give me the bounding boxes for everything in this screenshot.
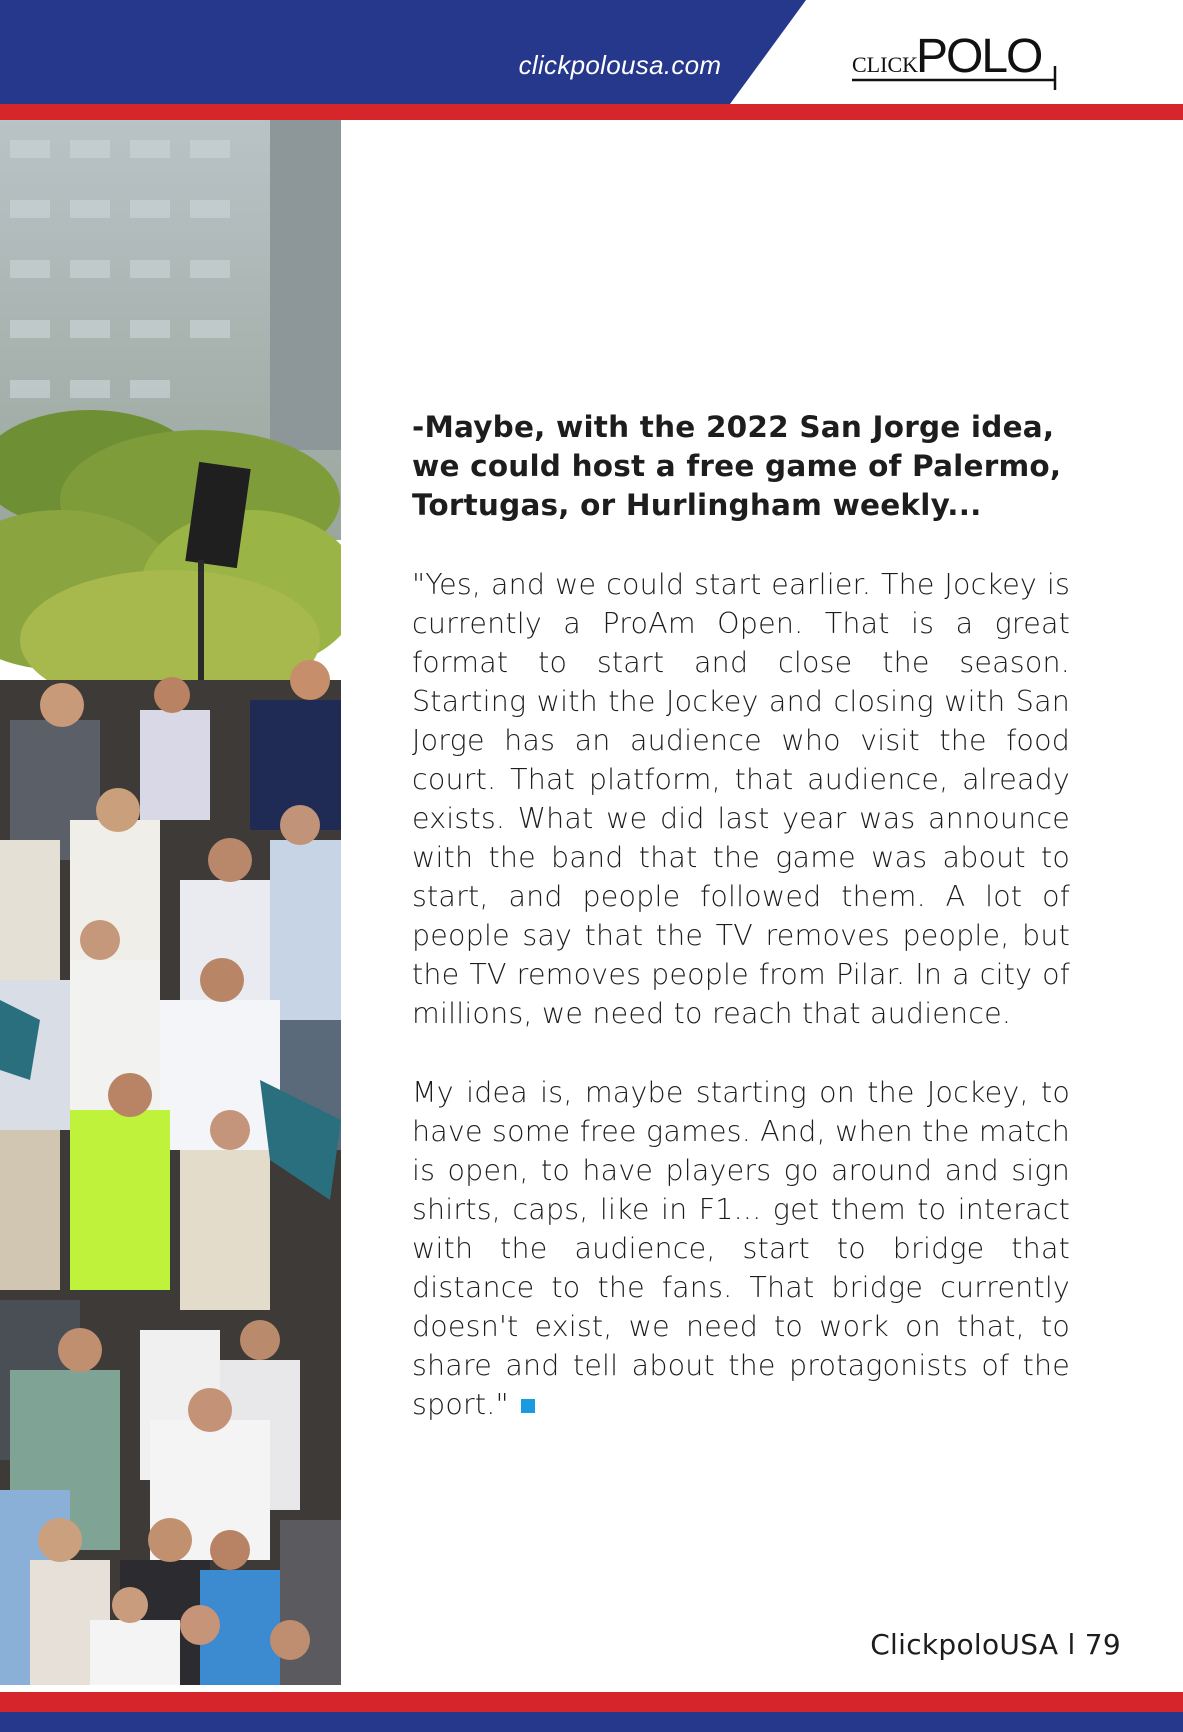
answer-paragraph-1: "Yes, and we could start earlier. The Jockey is currently a ProAm Open. That is a great format to start and close the season. Starting with the Jockey and closing with San Jorge has an audience who visit the food court. That platform, that audience, already exists. What we did last year was announce with the band that the game was about to start, and people followed them. A lot of people say that the TV removes people, but the TV removes people from Pilar. In a city of millions, we need to reach that audience.: [412, 568, 1070, 1030]
interview-question: -Maybe, with the 2022 San Jorge idea, we could host a free game of Palermo, Tortugas, or Hurlingham weekly...: [412, 410, 1062, 522]
site-url[interactable]: clickpolousa.com: [518, 50, 722, 80]
article-body: [412, 408, 1070, 1464]
answer-paragraph-2-wrapper: [412, 1073, 1070, 1424]
crowd-photo-illustration: [0, 120, 341, 1685]
clickpolo-logo: [850, 22, 1060, 92]
footer-red-stripe: [0, 1692, 1183, 1712]
logo-polo-text: POLO: [916, 30, 1042, 83]
crowd-photo: [0, 120, 341, 1685]
page-header: [0, 0, 1183, 104]
answer-paragraph-2: My idea is, maybe starting on the Jockey, to have some free games. And, when the match is open, to have players go around and sign shirts, caps, like in F1... get them to interact with the audience, start to bridge that distance to the fans. That bridge currently doesn't exist, we need to work on that, to share and tell about the protagonists of the sport.": [412, 1076, 1070, 1421]
header-red-stripe: [0, 104, 1183, 120]
page-number-label: ClickpoloUSA l 79: [870, 1628, 1121, 1661]
footer-blue-stripe: [0, 1712, 1183, 1732]
end-of-article-icon: [521, 1399, 535, 1413]
logo-click-text: CLICK: [852, 52, 918, 77]
